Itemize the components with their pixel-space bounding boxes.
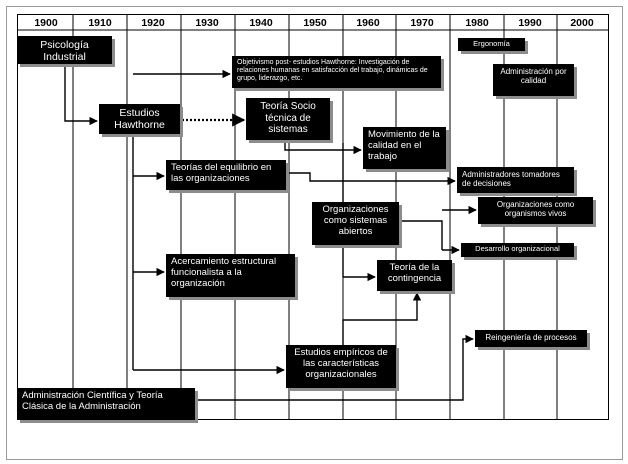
- box-desarrollo-organizacional-text: Desarrollo organizacional: [475, 244, 560, 253]
- timeline-diagram: [17, 14, 609, 420]
- year-label-1900: 1900: [34, 17, 58, 29]
- year-label-1990: 1990: [518, 17, 542, 29]
- box-estudios-hawthorne-text: Estudios Hawthorne: [114, 107, 165, 132]
- box-estructural-funcionalista-text: Acercamiento estructural funcionalista a la organización: [171, 256, 277, 289]
- box-teoria-contingencia: [377, 260, 452, 291]
- year-label-1980: 1980: [465, 17, 489, 29]
- box-calidad-trabajo-text: Movimiento de la calidad en el trabajo: [368, 129, 440, 162]
- box-socio-tecnica: [246, 98, 330, 140]
- arrow-sistemas-branch: [399, 221, 442, 250]
- year-label-1950: 1950: [303, 17, 327, 29]
- box-estudios-hawthorne: [99, 104, 180, 134]
- box-sistemas-abiertos-text: Organizaciones como sistemas abiertos: [322, 204, 389, 237]
- box-organismos-vivos-text: Organizaciones como organismos vivos: [496, 200, 575, 219]
- box-administradores-text: Administradores tomadores de decisiones: [462, 170, 560, 189]
- box-desarrollo-organizacional: [461, 243, 574, 257]
- year-label-1970: 1970: [410, 17, 434, 29]
- box-ergonomia-text: Ergonomía: [473, 39, 510, 48]
- box-ergonomia: [458, 38, 525, 51]
- arrow-socio-to-calidad: [285, 140, 361, 150]
- arrow-equilibrio-to-administradores: [286, 173, 455, 181]
- box-administradores: [457, 167, 574, 193]
- year-label-1930: 1930: [195, 17, 219, 29]
- year-label-1940: 1940: [249, 17, 273, 29]
- box-estudios-empiricos: [286, 345, 396, 388]
- box-sistemas-abiertos: [312, 202, 399, 245]
- box-teoria-contingencia-text: Teoría de la contingencia: [387, 262, 442, 284]
- arrow-empiricos-to-contingencia: [343, 293, 417, 345]
- box-estudios-empiricos-text: Estudios empíricos de las características organizacionales: [294, 347, 388, 380]
- box-socio-tecnica-text: Teoría Socio técnica de sistemas: [260, 101, 316, 135]
- box-organismos-vivos: [478, 197, 593, 224]
- box-administracion-calidad: [493, 64, 574, 96]
- box-teorias-equilibrio-text: Teorías del equilibrio en las organizaciones: [171, 162, 272, 184]
- box-objetivismo-text: Objetivismo post- estudios Hawthorne: Investigación de relaciones humanas en satisfacción del trabajo, dinámicas de grupo, liderazgo, etc.: [237, 59, 428, 83]
- box-psicologia-industrial-text: Psicología Industrial: [40, 39, 89, 64]
- box-reingenieria: [475, 330, 587, 347]
- box-administracion-cientifica: [17, 388, 195, 420]
- year-label-1960: 1960: [356, 17, 380, 29]
- arrow-psicologia-to-hawthorne: [65, 64, 97, 121]
- box-psicologia-industrial: [17, 36, 112, 64]
- box-administracion-calidad-text: Administración por calidad: [500, 67, 567, 86]
- box-estructural-funcionalista: [166, 254, 295, 297]
- year-label-1910: 1910: [88, 17, 112, 29]
- year-label-2000: 2000: [570, 17, 594, 29]
- box-calidad-trabajo: [363, 127, 446, 169]
- year-label-1920: 1920: [141, 17, 165, 29]
- box-teorias-equilibrio: [166, 160, 286, 190]
- box-administracion-cientifica-text: Administración Científica y Teoría Clásica de la Administración: [22, 390, 163, 412]
- box-reingenieria-text: Reingeniería de procesos: [485, 333, 577, 342]
- box-objetivismo: [232, 56, 441, 88]
